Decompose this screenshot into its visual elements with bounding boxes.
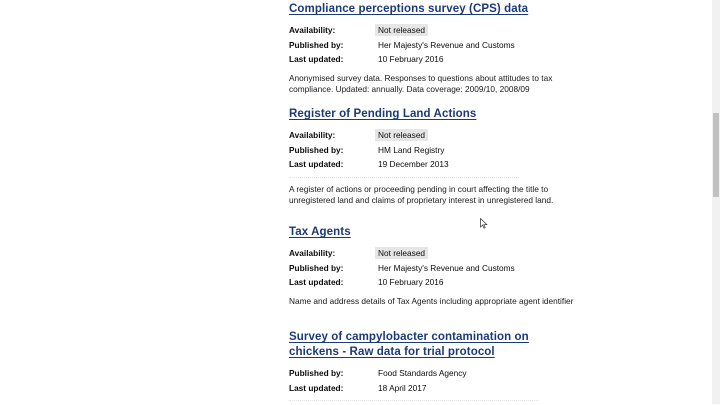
- dataset-description: Name and address details of Tax Agents including appropriate agent identifier: [289, 295, 574, 306]
- dataset-description: Anonymised survey data. Responses to questions about attitudes to tax compliance. Updated: annually. Data coverage: 2009/10, 2008/09: [289, 72, 553, 94]
- publisher-label: Published by:: [289, 39, 344, 50]
- last-updated-label: Last updated:: [289, 159, 344, 170]
- publisher-value: HM Land Registry: [378, 144, 445, 155]
- dataset-title-link[interactable]: Compliance perceptions survey (CPS) data: [289, 3, 529, 15]
- availability-label: Availability:: [289, 248, 336, 259]
- dataset-item: [289, 107, 579, 207]
- vertical-scrollbar[interactable]: [712, 0, 720, 404]
- availability-badge: Not released: [375, 247, 428, 259]
- publisher-value: Her Majesty's Revenue and Customs: [378, 262, 515, 273]
- dataset-title-link[interactable]: Register of Pending Land Actions: [289, 108, 477, 120]
- mouse-cursor-icon: [480, 216, 488, 227]
- publisher-value: Food Standards Agency: [378, 368, 467, 379]
- dataset-description: A register of actions or proceeding pending in court affecting the title to unregistered land and claims of proprietary interest in unregistered land.: [289, 183, 554, 205]
- last-updated-value: 19 December 2013: [378, 159, 449, 170]
- publisher-label: Published by:: [289, 262, 344, 273]
- scrollbar-thumb[interactable]: [713, 113, 719, 197]
- dataset-title-link[interactable]: Survey of campylobacter contamination on chickens - Raw data for trial protocol: [289, 331, 529, 358]
- publisher-label: Published by:: [289, 144, 344, 155]
- availability-badge: Not released: [375, 24, 428, 36]
- availability-label: Availability:: [289, 25, 336, 36]
- dataset-item: [289, 2, 579, 96]
- last-updated-label: Last updated:: [289, 54, 344, 65]
- render-artifact: [289, 177, 519, 182]
- publisher-value: Her Majesty's Revenue and Customs: [378, 39, 515, 50]
- dataset-item: [289, 225, 579, 307]
- dataset-title-link[interactable]: Tax Agents: [289, 226, 351, 238]
- dataset-item: [289, 330, 579, 405]
- last-updated-value: 10 February 2016: [378, 277, 444, 288]
- last-updated-label: Last updated:: [289, 382, 344, 393]
- clipped-description: [289, 400, 539, 405]
- last-updated-value: 18 April 2017: [378, 382, 427, 393]
- publisher-label: Published by:: [289, 368, 344, 379]
- last-updated-label: Last updated:: [289, 277, 344, 288]
- last-updated-value: 10 February 2016: [378, 54, 444, 65]
- availability-badge: Not released: [375, 129, 428, 141]
- availability-label: Availability:: [289, 130, 336, 141]
